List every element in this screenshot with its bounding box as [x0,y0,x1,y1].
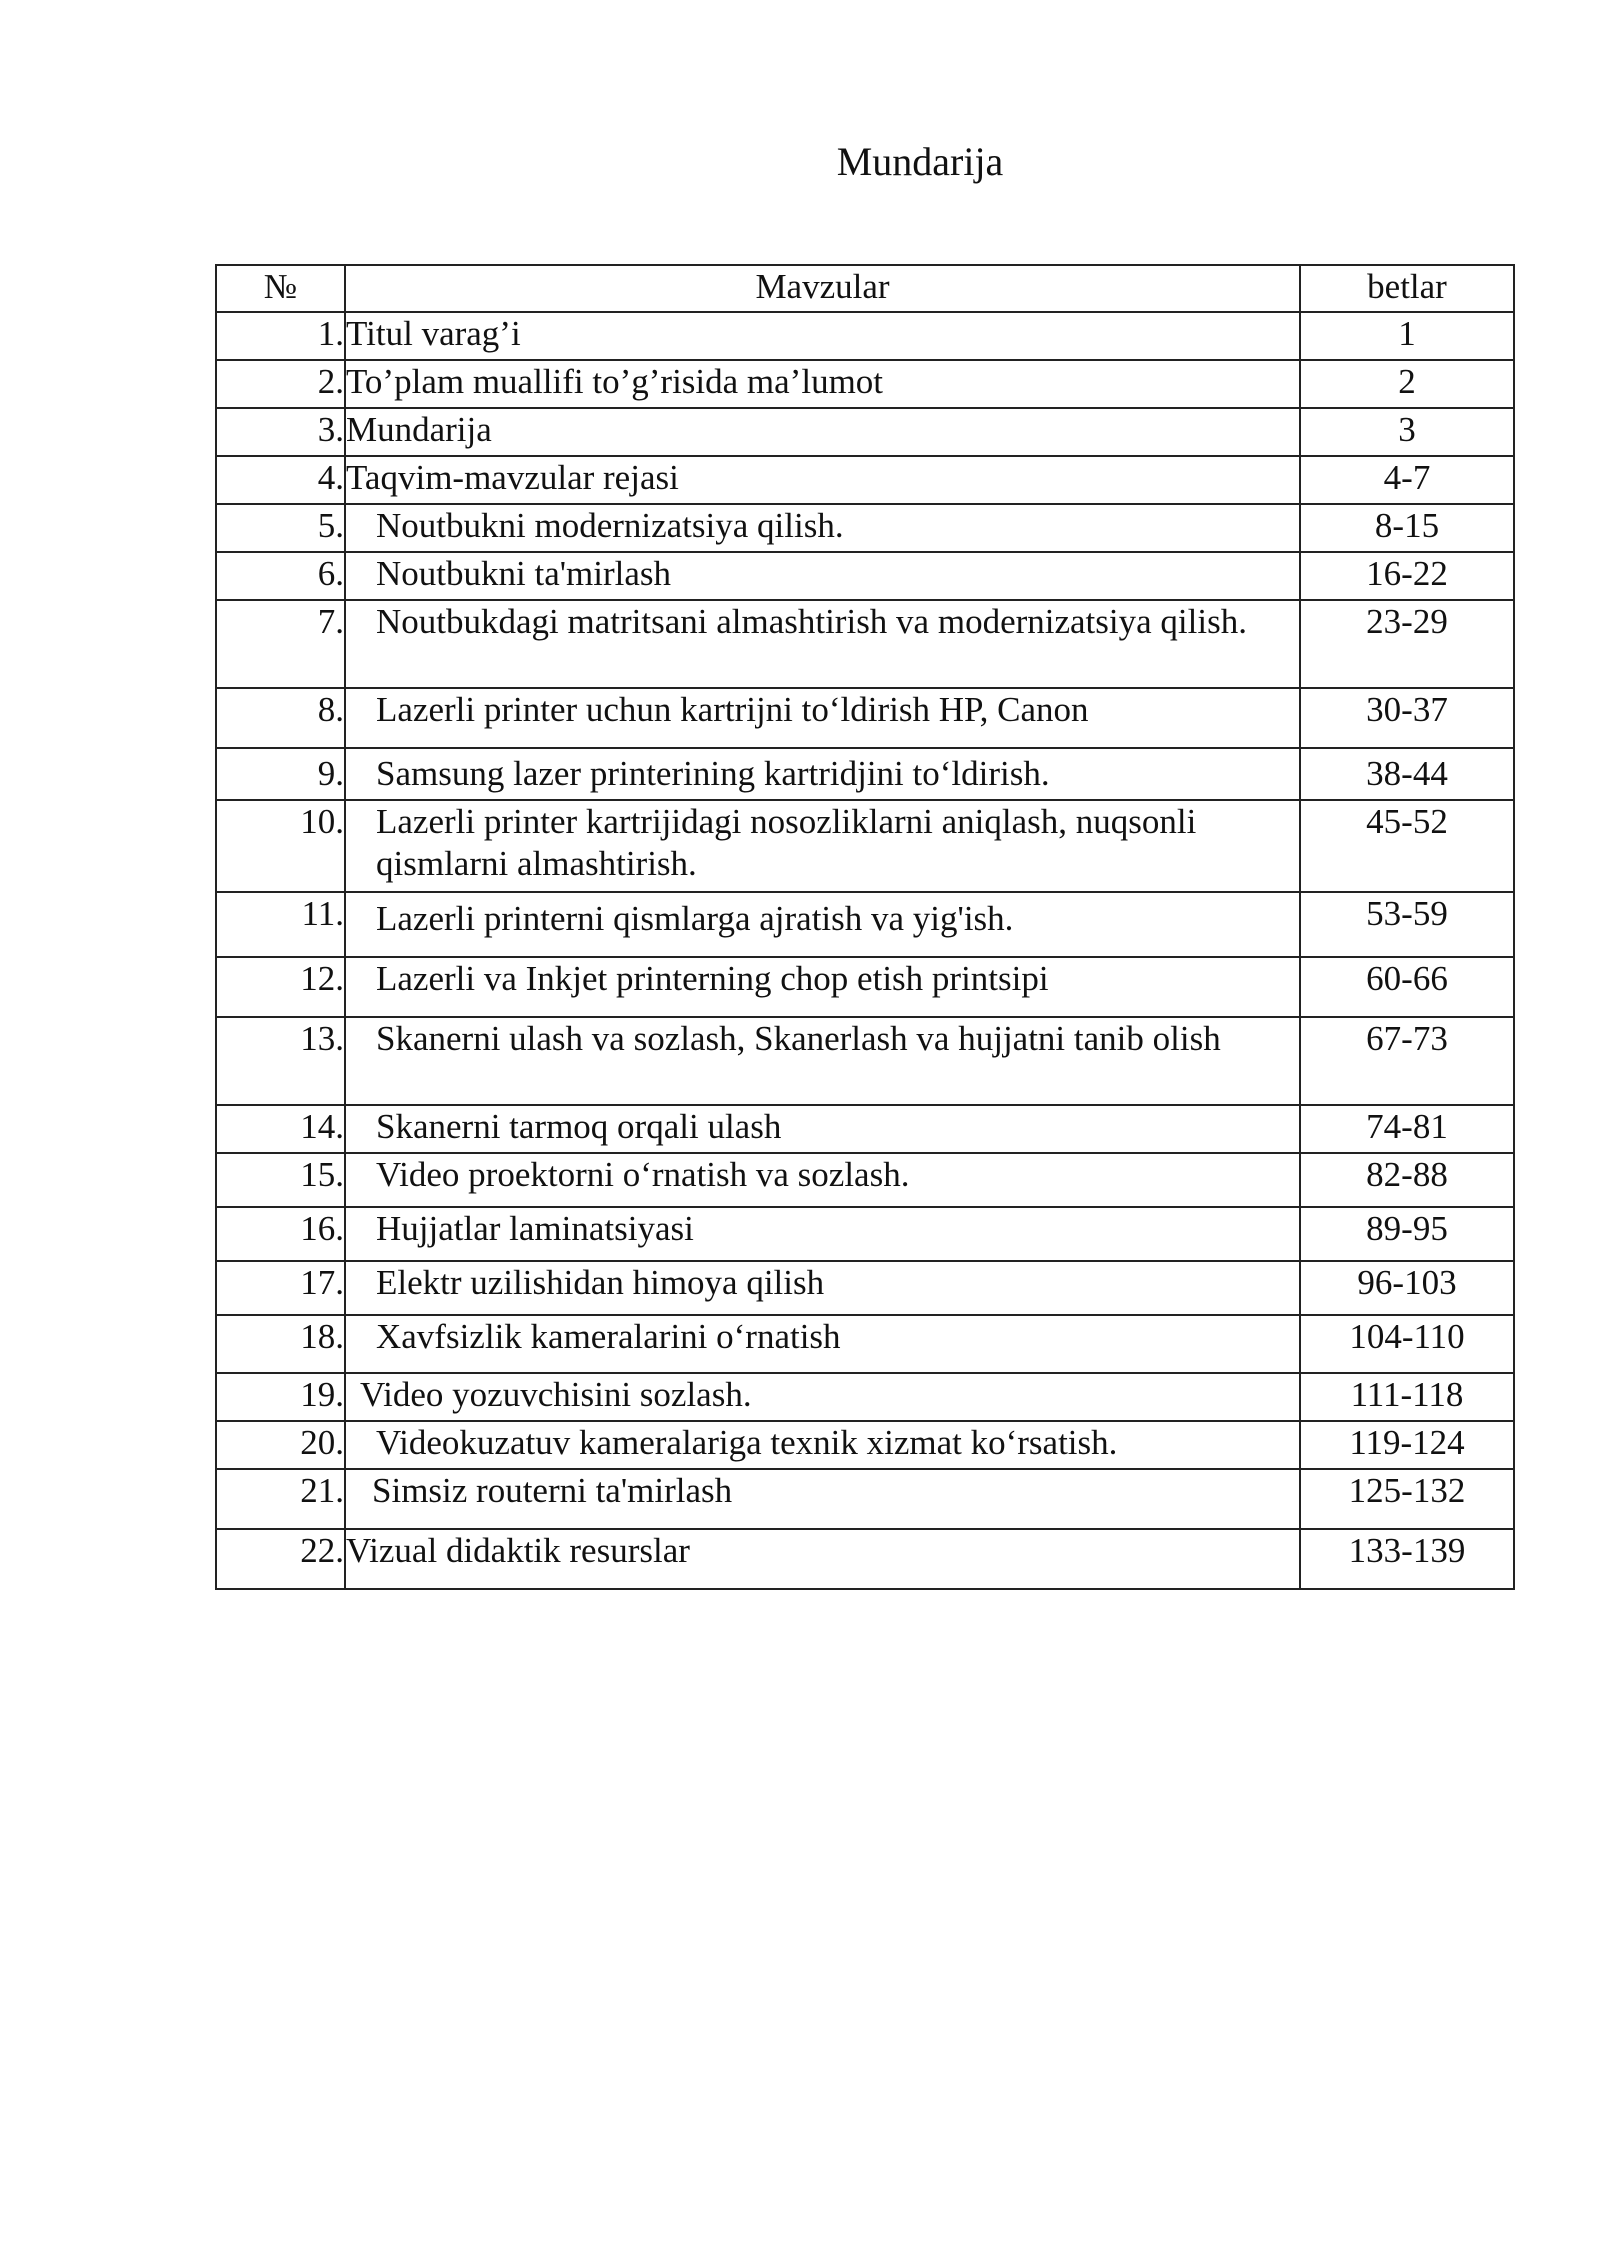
row-topic: To’plam muallifi to’g’risida ma’lumot [345,360,1300,408]
table-row [216,360,1514,408]
row-pages: 89-95 [1300,1207,1514,1261]
row-pages: 119-124 [1300,1421,1514,1469]
table-row [216,456,1514,504]
row-number: 15. [216,1153,345,1207]
row-pages: 4-7 [1300,456,1514,504]
row-number: 21. [216,1469,345,1529]
table-row [216,1315,1514,1373]
row-pages: 133-139 [1300,1529,1514,1589]
row-topic: Lazerli va Inkjet printerning chop etish printsipi [345,957,1300,1017]
row-pages: 2 [1300,360,1514,408]
row-topic: Titul varag’i [345,312,1300,360]
table-row [216,1105,1514,1153]
row-topic: Hujjatlar laminatsiyasi [345,1207,1300,1261]
table-row [216,1469,1514,1529]
row-topic: Noutbukni ta'mirlash [345,552,1300,600]
row-number: 6. [216,552,345,600]
row-pages: 1 [1300,312,1514,360]
row-pages: 111-118 [1300,1373,1514,1421]
row-pages: 45-52 [1300,800,1514,892]
row-pages: 30-37 [1300,688,1514,748]
row-topic: Skanerni tarmoq orqali ulash [345,1105,1300,1153]
row-pages: 53-59 [1300,892,1514,957]
table-row [216,1529,1514,1589]
table-row [216,688,1514,748]
row-number: 7. [216,600,345,688]
row-pages: 104-110 [1300,1315,1514,1373]
row-topic: Lazerli printerni qismlarga ajratish va yig'ish. [345,892,1300,957]
row-topic: Noutbukdagi matritsani almashtirish va modernizatsiya qilish. [345,600,1300,688]
row-number: 9. [216,748,345,800]
row-number: 19. [216,1373,345,1421]
row-topic: Taqvim-mavzular rejasi [345,456,1300,504]
table-row [216,408,1514,456]
row-topic: Videokuzatuv kameralariga texnik xizmat ko‘rsatish. [345,1421,1300,1469]
row-pages: 125-132 [1300,1469,1514,1529]
row-topic: Simsiz routerni ta'mirlash [345,1469,1300,1529]
row-topic: Xavfsizlik kameralarini o‘rnatish [345,1315,1300,1373]
row-number: 5. [216,504,345,552]
table-row [216,957,1514,1017]
table-row [216,892,1514,957]
row-topic: Samsung lazer printerining kartridjini to‘ldirish. [345,748,1300,800]
table-row [216,1153,1514,1207]
table-header-row [216,265,1514,312]
row-pages: 60-66 [1300,957,1514,1017]
row-topic: Lazerli printer kartrijidagi nosozliklarni aniqlash, nuqsonli qismlarni almashtirish. [345,800,1300,892]
row-pages: 96-103 [1300,1261,1514,1315]
row-topic: Vizual didaktik resurslar [345,1529,1300,1589]
table-row [216,1017,1514,1105]
row-pages: 38-44 [1300,748,1514,800]
table-row [216,800,1514,892]
row-topic: Elektr uzilishidan himoya qilish [345,1261,1300,1315]
row-topic: Skanerni ulash va sozlash, Skanerlash va hujjatni tanib olish [345,1017,1300,1105]
row-pages: 67-73 [1300,1017,1514,1105]
row-number: 8. [216,688,345,748]
row-topic: Video yozuvchisini sozlash. [345,1373,1300,1421]
row-number: 12. [216,957,345,1017]
row-pages: 16-22 [1300,552,1514,600]
row-number: 11. [216,892,345,957]
row-number: 17. [216,1261,345,1315]
row-number: 22. [216,1529,345,1589]
table-row [216,600,1514,688]
row-number: 20. [216,1421,345,1469]
row-pages: 8-15 [1300,504,1514,552]
table-row [216,312,1514,360]
row-topic: Lazerli printer uchun kartrijni to‘ldirish HP, Canon [345,688,1300,748]
row-pages: 3 [1300,408,1514,456]
row-pages: 74-81 [1300,1105,1514,1153]
header-number: № [216,265,345,312]
table-row [216,748,1514,800]
row-number: 3. [216,408,345,456]
header-pages: betlar [1300,265,1514,312]
row-number: 13. [216,1017,345,1105]
table-of-contents [215,264,1515,1590]
row-topic: Mundarija [345,408,1300,456]
table-row [216,1261,1514,1315]
row-number: 2. [216,360,345,408]
table-row [216,1207,1514,1261]
row-number: 18. [216,1315,345,1373]
table-row [216,1421,1514,1469]
header-topics: Mavzular [345,265,1300,312]
row-number: 14. [216,1105,345,1153]
row-number: 1. [216,312,345,360]
table-row [216,504,1514,552]
page-title: Mundarija [836,139,1004,184]
table-row [216,552,1514,600]
row-topic: Video proektorni o‘rnatish va sozlash. [345,1153,1300,1207]
row-number: 10. [216,800,345,892]
row-topic: Noutbukni modernizatsiya qilish. [345,504,1300,552]
row-pages: 82-88 [1300,1153,1514,1207]
row-number: 16. [216,1207,345,1261]
row-pages: 23-29 [1300,600,1514,688]
table-row [216,1373,1514,1421]
row-number: 4. [216,456,345,504]
